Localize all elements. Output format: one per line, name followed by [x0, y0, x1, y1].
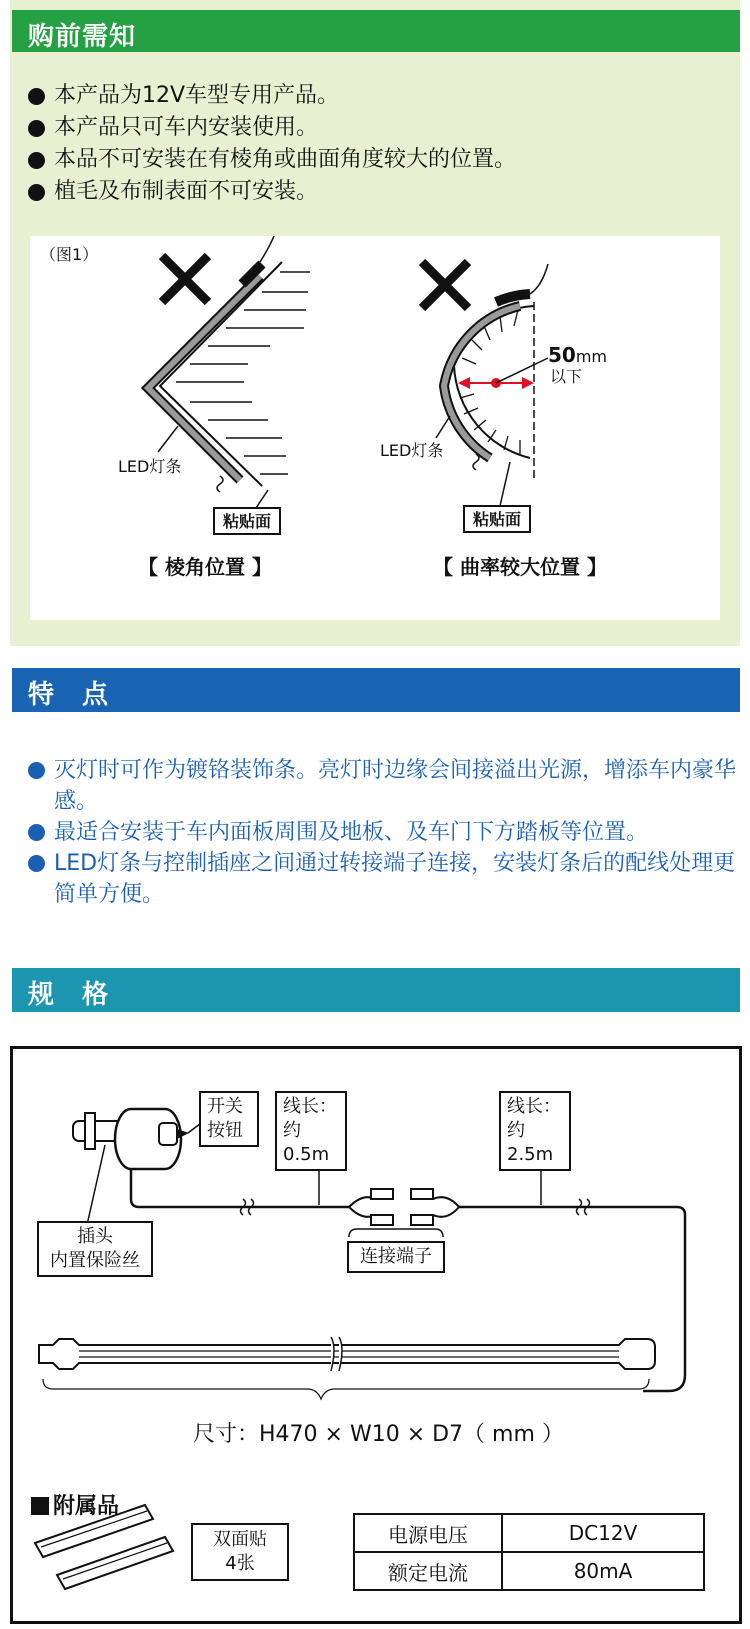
installation-figure [30, 236, 720, 620]
features-list [28, 755, 740, 910]
spec-table [353, 1513, 705, 1591]
led-label-right: LED灯条 [380, 441, 444, 460]
wire1-label-line: 约0.5m [283, 1120, 330, 1165]
accessory-title-text: 附属品 [53, 1494, 120, 1519]
caption-left: 【 棱角位置 】 [138, 555, 272, 579]
cross-icon [422, 262, 468, 308]
notice-item: 本品不可安装在有棱角或曲面角度较大的位置。 [26, 144, 716, 176]
table-row [354, 1552, 704, 1590]
wire1-label [275, 1091, 347, 1171]
accessory-label [191, 1523, 289, 1581]
wire2-label [499, 1091, 571, 1171]
spec-key: 电源电压 [354, 1514, 502, 1552]
radius-note: 以下 [550, 367, 583, 386]
notice-header [12, 10, 740, 52]
spec-title: 规 格 [28, 980, 110, 1010]
connector-icon [349, 1189, 459, 1225]
switch-label-line: 按钮 [207, 1120, 243, 1141]
plug-label-line: 插头 [77, 1226, 113, 1247]
angle-diagram [118, 236, 310, 579]
accessory-label-line: 4张 [225, 1553, 255, 1574]
cross-icon [162, 256, 208, 302]
spec-header [12, 968, 740, 1012]
notice-list [26, 80, 716, 208]
spec-frame [10, 1046, 742, 1624]
feature-item: 最适合安装于车内面板周围及地板、及车门下方踏板等位置。 [28, 817, 740, 848]
features-title: 特 点 [28, 680, 110, 710]
radius-value: 50 [548, 343, 576, 367]
wire1-label-line: 线长： [283, 1096, 337, 1117]
notice-item: 本产品只可车内安装使用。 [26, 112, 716, 144]
table-row [354, 1514, 704, 1552]
spec-value: DC12V [502, 1514, 704, 1552]
accessory-title [31, 1489, 119, 1520]
features-header [12, 668, 740, 712]
size-text: 尺寸：H470 × W10 × D7（ mm ） [193, 1422, 564, 1447]
wire2-label-line: 线长： [507, 1096, 561, 1117]
switch-label [199, 1091, 259, 1147]
surface-label-left: 粘贴面 [222, 512, 272, 531]
accessory-label-line: 双面贴 [213, 1529, 267, 1550]
led-strip-icon [39, 1337, 655, 1399]
figure-panel [30, 236, 720, 620]
radius-unit: mm [575, 347, 608, 366]
switch-label-line: 开关 [207, 1096, 243, 1117]
curve-diagram [380, 262, 607, 579]
notice-item: 本产品为12V车型专用产品。 [26, 80, 716, 112]
feature-item: 灭灯时可作为镀铬装饰条。亮灯时边缘会间接溢出光源，增添车内豪华感。 [28, 755, 740, 817]
spec-value: 80mA [502, 1552, 704, 1590]
plug-icon [73, 1109, 189, 1169]
notice-item: 植毛及布制表面不可安装。 [26, 176, 716, 208]
square-bullet-icon [31, 1497, 49, 1515]
wire2-label-line: 约2.5m [507, 1120, 554, 1165]
caption-right: 【 曲率较大位置 】 [433, 555, 607, 579]
feature-item: LED灯条与控制插座之间通过转接端子连接，安装灯条后的配线处理更简单方便。 [28, 848, 740, 910]
plug-label-line: 内置保险丝 [50, 1250, 140, 1271]
notice-title: 购前需知 [28, 22, 137, 52]
spec-key: 额定电流 [354, 1552, 502, 1590]
figure-label: （图1） [40, 245, 99, 264]
connector-label: 连接端子 [347, 1241, 445, 1273]
plug-label [37, 1221, 153, 1277]
surface-label-right: 粘贴面 [472, 510, 522, 529]
radius-text [548, 343, 607, 367]
led-label-left: LED灯条 [118, 457, 182, 476]
